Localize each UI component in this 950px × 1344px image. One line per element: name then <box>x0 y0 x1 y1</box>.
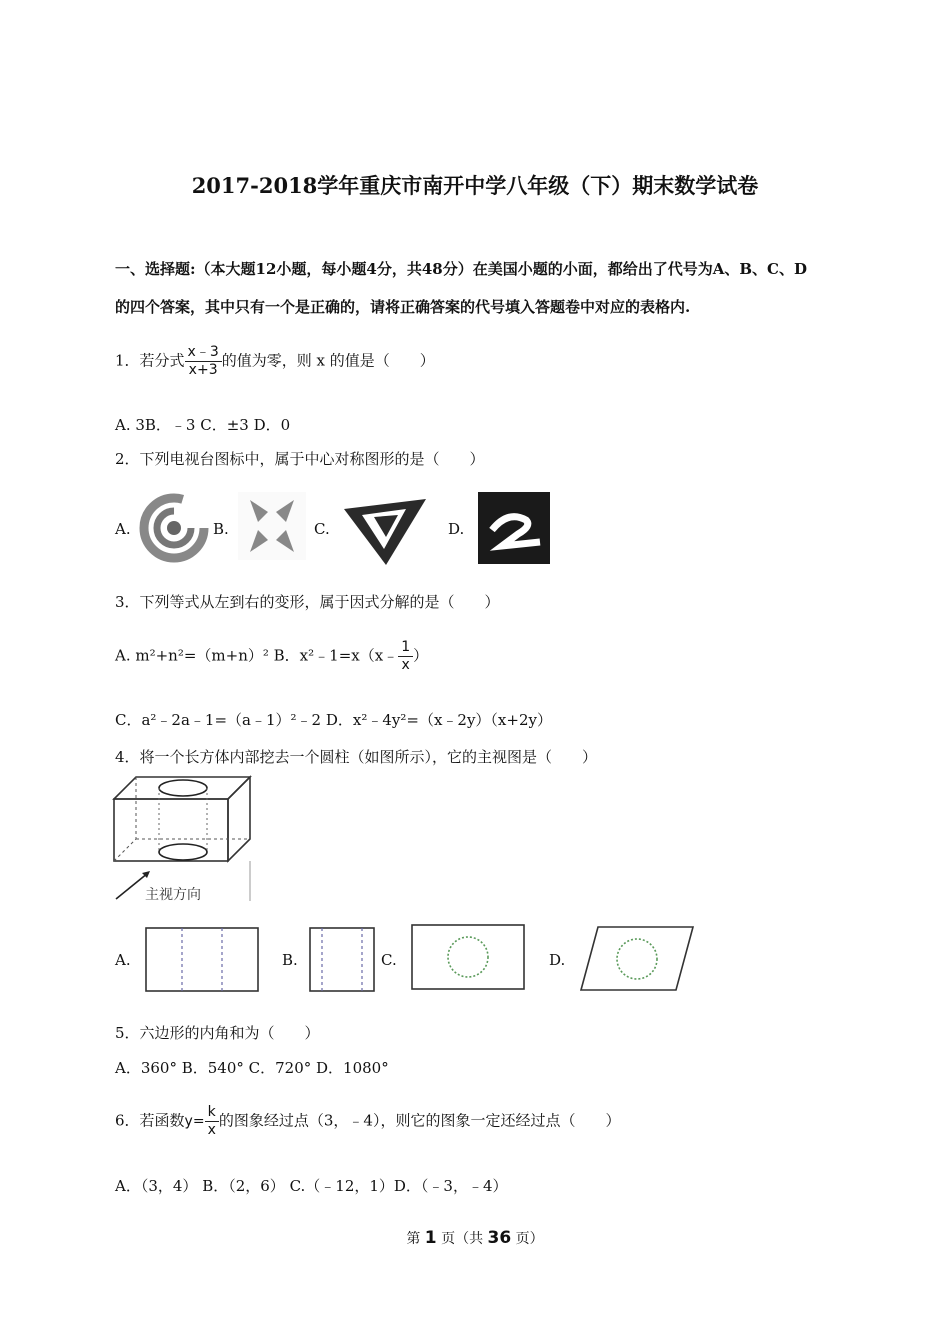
q3-option-b-end: ） <box>413 646 429 665</box>
q3-frac-den: x <box>401 657 410 673</box>
q1-options: A. 3B．﹣3 C．±3 D．0 <box>115 416 291 434</box>
tv-logo-c-image <box>340 495 430 567</box>
question-1 <box>115 344 435 379</box>
q6-frac-den: x <box>207 1122 216 1138</box>
q3-options-ab <box>115 639 428 674</box>
q3-fraction <box>398 639 413 674</box>
tv-logo-b-image <box>238 492 306 560</box>
q1-prefix: 1．若分式 <box>115 351 185 370</box>
question-2: 2．下列电视台图标中，属于中心对称图形的是（ ） <box>115 450 485 468</box>
q6-fraction <box>205 1104 219 1139</box>
q2-label-c: C. <box>314 520 330 538</box>
q6-func-lhs: y= <box>184 1113 205 1130</box>
q2-label-a: A. <box>115 520 131 538</box>
question-5: 5．六边形的内角和为（ ） <box>115 1024 320 1042</box>
q6-options: A．（3，4） B．（2，6） C.（﹣12，1）D．（﹣3，﹣4） <box>115 1177 508 1195</box>
q4-label-a: A. <box>115 951 131 969</box>
q6-suffix: 的图象经过点（3，﹣4），则它的图象一定还经过点（ ） <box>218 1111 621 1130</box>
q4-option-c-figure <box>410 923 526 993</box>
question-6 <box>115 1104 620 1139</box>
q1-suffix: 的值为零，则 x 的值是（ ） <box>221 351 435 370</box>
footer-mid: 页（共 <box>441 1231 484 1247</box>
page-title: 2017-2018学年重庆市南开中学八年级（下）期末数学试卷 <box>191 173 759 198</box>
q4-label-c: C. <box>381 951 397 969</box>
q3-option-a: A. m²+n²=（m+n）² B．x²﹣1=x（x﹣ <box>115 646 399 665</box>
q4-label-b: B. <box>282 951 298 969</box>
q6-prefix: 6．若函数 <box>115 1111 185 1130</box>
section-instructions-line2: 的四个答案，其中只有一个是正确的，请将正确答案的代号填入答题卷中对应的表格内. <box>115 298 691 316</box>
footer-total-pages: 36 <box>487 1228 512 1248</box>
footer-page-number: 1 <box>424 1228 437 1248</box>
q6-frac-num: k <box>205 1104 219 1122</box>
footer-post: 页） <box>515 1231 544 1247</box>
q4-option-a-figure <box>144 926 260 994</box>
q2-label-b: B. <box>213 520 229 538</box>
q2-label-d: D. <box>448 520 465 538</box>
footer-pre: 第 <box>406 1231 421 1247</box>
q4-option-d-figure <box>578 924 696 994</box>
page-footer <box>0 1228 950 1248</box>
section-instructions-line1: 一、选择题:（本大题12小题，每小题4分，共48分）在美国小题的小面，都给出了代号为A、B、C、D <box>115 260 807 278</box>
tv-logo-a-image <box>138 492 210 564</box>
q1-fraction <box>185 344 222 379</box>
q1-frac-den: x+3 <box>188 362 218 378</box>
q1-frac-num: x﹣3 <box>185 344 222 362</box>
question-3: 3．下列等式从左到右的变形，属于因式分解的是（ ） <box>115 593 500 611</box>
q4-option-b-figure <box>308 926 378 994</box>
q3-frac-num: 1 <box>398 639 413 657</box>
question-4: 4．将一个长方体内部挖去一个圆柱（如图所示），它的主视图是（ ） <box>115 748 598 766</box>
q3-options-cd: C．a²﹣2a﹣1=（a﹣1）²﹣2 D．x²﹣4y²=（x﹣2y）（x+2y） <box>115 711 552 729</box>
tv-logo-d-image <box>478 492 550 564</box>
view-direction-label: 主视方向 <box>145 887 201 903</box>
q4-label-d: D. <box>549 951 566 969</box>
q5-options: A．360° B．540° C．720° D．1080° <box>115 1059 389 1077</box>
